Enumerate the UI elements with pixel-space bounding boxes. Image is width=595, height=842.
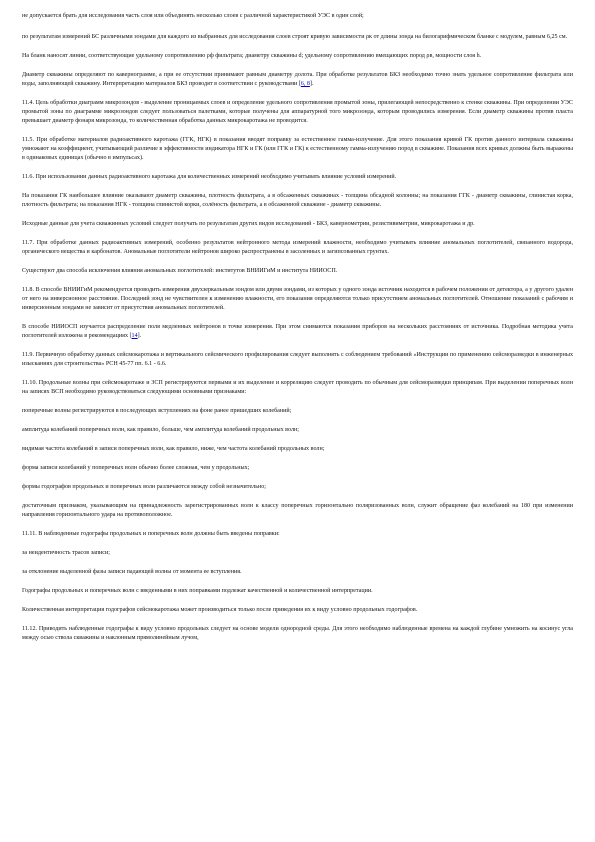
paragraph-4-tail: ]. xyxy=(309,81,314,87)
paragraph-26 xyxy=(22,606,573,615)
paragraph-1-text: не допускается брать для исследования часть слоя или объединять несколько слоев с различной характеристикой УЭС в один слой; xyxy=(22,13,364,19)
paragraph-3-text: На бланк наносят линии, соответствующие удельному сопротивлению ρф фильтрата; диаметру скважины d; удельному сопротивлению вмещающих пород ρв, мощности слоя h. xyxy=(22,53,482,59)
paragraph-18-text: видимая частота колебаний в записи поперечных волн, как правило, ниже, чем частота колебаний продольных волн; xyxy=(22,446,325,452)
paragraph-6-text: 11.5. При обработке материалов радиоактивного каротажа (ГГК, НГК) в показания вводят поправку за естественное гамма-излучение. Для этого показания кривой ГК против данного интервала скважины умножают на коэффициент, учитывающий различие в эффективности индикатора НГК и ГК (или ГГК и ГК) к естественному гамма-излучению пород в скважине. Показания всех кривых должны быть выражены в одинаковых единицах (обычно в импульсах). xyxy=(22,137,573,161)
paragraph-11 xyxy=(22,267,573,276)
paragraph-9-text: Исходные данные для учета скважинных условий следует получать по результатам других видов исследований - БКЗ, кавернометрии, резистивиметрии, микрокаротажа и др. xyxy=(22,221,475,227)
paragraph-12-text: 11.8. В способе ВНИИГиМ рекомендуется проводить измерения двухзеркальным зондом или двумя зондами, из которых у одного зонда источник находится в рабочем положении от детектора, а у другого удален от него на инверсионное расстояние. Последний зонд не чувствителен к изменению влажности, его показания определяются только присутствием аномальных поглотителей. Отношение показаний с рабочим и инверсионным зондами не зависит от присутствия аномальных поглотителей. xyxy=(22,287,573,311)
paragraph-2 xyxy=(22,33,573,42)
paragraph-16 xyxy=(22,407,573,416)
paragraph-17 xyxy=(22,426,573,435)
paragraph-13 xyxy=(22,323,573,341)
paragraph-27 xyxy=(22,625,573,643)
paragraph-10 xyxy=(22,239,573,257)
paragraph-6 xyxy=(22,136,573,163)
paragraph-12 xyxy=(22,286,573,313)
paragraph-22-text: 11.11. В наблюденные годографы продольных и поперечных волн должны быть введены поправки: xyxy=(22,531,280,537)
paragraph-15-text: 11.10. Продольные волны при сейсмокаротаже и ЗСП регистрируются первыми и их выделение и корреляцию следует проводить по обычным для сейсморазведки принципам. При выделении поперечных волн на записях ВСП необходимо руководствоваться следующими основными признаками: xyxy=(22,380,573,395)
paragraph-2-text: по результатам измерений БС различными зондами для каждого из выбранных для исследования слоев строят кривую зависимости ρк от длины зонда на билогарифмическом бланке с модулем, равным 6,25 см. xyxy=(22,34,568,40)
paragraph-7-text: 11.6. При использовании данных радиоактивного каротажа для количественных измерений необходимо учитывать влияние условий измерений. xyxy=(22,174,397,180)
paragraph-23-text: за неидентичность трасов записи; xyxy=(22,550,110,556)
paragraph-11-text: Существуют два способа исключения влияния аномальных поглотителей: институтов ВНИИГиМ и института НИИОСП. xyxy=(22,268,338,274)
reference-link-6-8[interactable]: 6, 8 xyxy=(300,81,310,87)
paragraph-1 xyxy=(22,12,573,21)
paragraph-9 xyxy=(22,220,573,229)
paragraph-13-text: В способе НИИОСП изучается распределение поля медленных нейтронов в точке измерения. При этом снимаются показания приборов на нескольких расстояниях от источника. Подробная методика учета поглотителей изложена в рекомендациях [ xyxy=(22,324,573,339)
paragraph-3 xyxy=(22,52,573,61)
paragraph-27-text: 11.12. Приводить наблюденные годографы к виду условно продольных следует на основе модели однородной среды. Для этого необходимо наблюденные времена на каждой глубине умножить на косинус угла между осью ствола скважины и наклонным прямолинейным лучом, xyxy=(22,626,573,641)
paragraph-22 xyxy=(22,530,573,539)
paragraph-18 xyxy=(22,445,573,454)
paragraph-23 xyxy=(22,549,573,558)
paragraph-7 xyxy=(22,173,573,182)
paragraph-4-text: Диаметр скважины определяют по кавернограмме, а при ее отсутствии принимают равным диаметру долота. При обработке результатов БКЗ необходимо точно знать удельное сопротивление фильтрата или воды, заполняющей скважину. Интерпретацию материалов БКЗ проводят в соответствии с руководствами [ xyxy=(22,72,573,87)
paragraph-8 xyxy=(22,192,573,210)
paragraph-19 xyxy=(22,464,573,473)
paragraph-5-text: 11.4. Цель обработки диаграмм микрозондов - выделение проницаемых слоев и определение удельного сопротивления промытой зоны, прилегающей непосредственно к стенке скважины. При определении УЭС промытой зоны по диаграмме микрозондов следует пользоваться палетками, которые получены для аппаратурной того микрозонда, которым проводились измерения. Если диаметр скважины против пласта превышает диаметр фонаря микрозонда, то количественная обработка данных микрокаротажа не проводится. xyxy=(22,100,573,124)
paragraph-26-text: Количественная интерпретация годографов сейсмокаротажа может производиться только после приведения их к виду условно продольных годографов. xyxy=(22,607,418,613)
paragraph-20-text: формы годографов продольных и поперечных волн различаются между собой незначительно; xyxy=(22,484,266,490)
paragraph-19-text: форма записи колебаний у поперечных волн обычно более сложная, чем у продольных; xyxy=(22,465,250,471)
paragraph-10-text: 11.7. При обработке данных радиоактивных измерений, особенно результатов нейтронного метода измерений влажности, необходимо учитывать влияние аномальных поглотителей, связанного водорода, органического вещества и карбонатов. Аномальные поглотители нейтронов широко распространены в засоленных и загипсованных грунтах. xyxy=(22,240,573,255)
paragraph-21-text: достаточным признаком, указывающим на принадлежность зарегистрированных волн к классу поперечных горизонтально поляризованных волн, служит обращение фаз колебаний на 180 при изменении направления горизонтального удара на противоположное. xyxy=(22,503,573,518)
paragraph-14-text: 11.9. Первичную обработку данных сейсмокаротажа и вертикального сейсмического профилирования следует выполнять с соблюдением требований «Инструкции по применению сейсморазведки в инженерных изысканиях для строительства» РСН 45-77 пп. 6.1 - 6.6. xyxy=(22,352,573,367)
paragraph-24 xyxy=(22,568,573,577)
paragraph-5 xyxy=(22,99,573,126)
paragraph-17-text: амплитуда колебаний поперечных волн, как правило, больше, чем амплитуда колебаний продольных волн; xyxy=(22,427,299,433)
paragraph-24-text: за отклонение выделенной фазы записи падающей волны от момента ее вступления. xyxy=(22,569,242,575)
paragraph-16-text: поперечные волны регистрируются в последующих вступлениях на фоне ранее пришедших колебаний; xyxy=(22,408,292,414)
paragraph-14 xyxy=(22,351,573,369)
paragraph-8-text: На показания ГК наибольшее влияние оказывают диаметр скважины, плотность фильтрата, а в обсаженных скважинах - толщина обсадной колонны; на показания ГГК - диаметр скважины, глинистая корка, плотность фильтрата; на показания НГК - толщина глинистой корки, солёность фильтрата, а в обсаженной скважине - диаметр скважины. xyxy=(22,193,573,208)
paragraph-15 xyxy=(22,379,573,397)
paragraph-25-text: Годографы продольных и поперечных волн с введенными в них поправками подлежат качественной и количественной интерпретации. xyxy=(22,588,373,594)
paragraph-13-tail: ]. xyxy=(137,333,142,339)
paragraph-20 xyxy=(22,483,573,492)
paragraph-25 xyxy=(22,587,573,596)
paragraph-21 xyxy=(22,502,573,520)
reference-link-14[interactable]: 14 xyxy=(131,333,138,339)
paragraph-4 xyxy=(22,71,573,89)
